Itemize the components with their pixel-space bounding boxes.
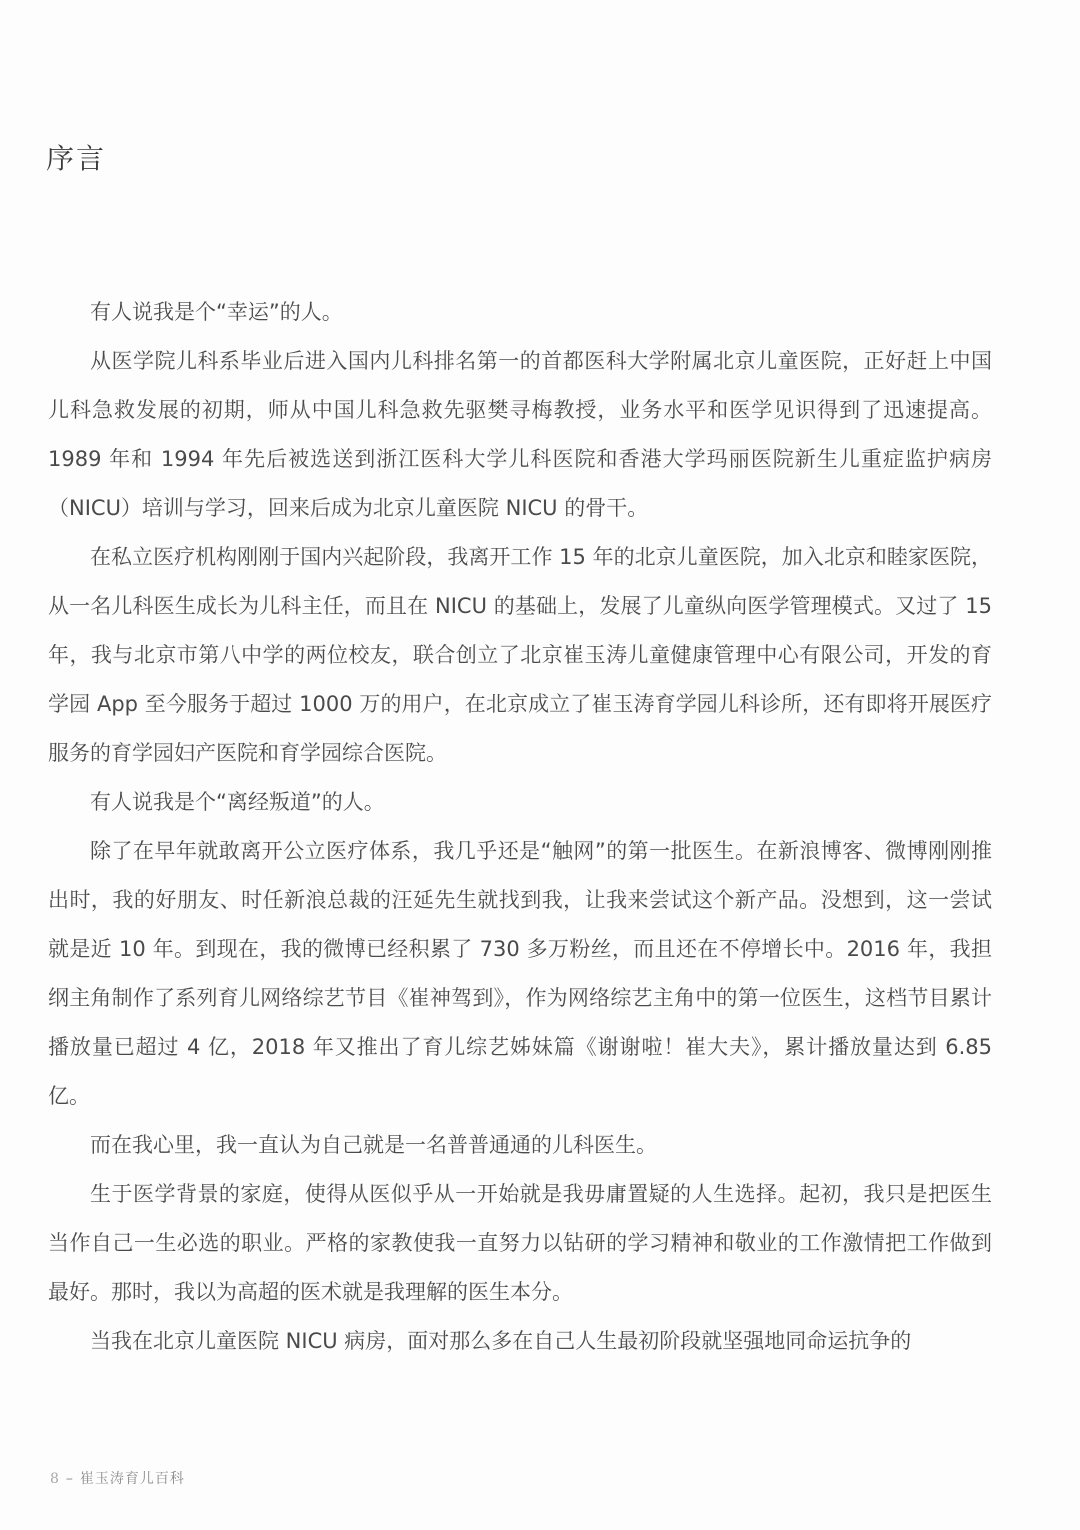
paragraph: 当我在北京儿童医院 NICU 病房，面对那么多在自己人生最初阶段就坚强地同命运抗争的 (90, 1329, 912, 1353)
footer-separator: – (65, 1471, 74, 1487)
paragraph: 除了在早年就敢离开公立医疗体系，我几乎还是“触网”的第一批医生。在新浪博客、微博刚刚推出时，我的好朋友、时任新浪总裁的汪延先生就找到我，让我来尝试这个新产品。没想到，这一尝试就是近 10 年。到现在，我的微博已经积累了 730 多万粉丝，而且还在不停增长中。2016 年，我担纲主角制作了系列育儿网络综艺节目《崔神驾到》，作为网络综艺主角中的第一位医生，这档节目累计播放量已超过 4 亿，2018 年又推出了育儿综艺姊妹篇《谢谢啦！崔大夫》，累计播放量达到 6.85 亿。 (48, 839, 992, 1108)
chapter-heading: 序言 (46, 142, 107, 175)
paragraph: 在私立医疗机构刚刚于国内兴起阶段，我离开工作 15 年的北京儿童医院，加入北京和睦家医院，从一名儿科医生成长为儿科主任，而且在 NICU 的基础上，发展了儿童纵向医学管理模式。又过了 15 年，我与北京市第八中学的两位校友，联合创立了北京崔玉涛儿童健康管理中心有限公司，开发的育学园 App 至今服务于超过 1000 万的用户，在北京成立了崔玉涛育学园儿科诊所，还有即将开展医疗服务的育学园妇产医院和育学园综合医院。 (48, 545, 992, 765)
page-footer (50, 1468, 185, 1488)
page-number: 8 (50, 1471, 60, 1487)
paragraph: 而在我心里，我一直认为自己就是一名普普通通的儿科医生。 (90, 1133, 657, 1157)
paragraph: 有人说我是个“幸运”的人。 (90, 300, 343, 324)
paragraph: 有人说我是个“离经叛道”的人。 (90, 790, 385, 814)
body-text (48, 288, 992, 1366)
book-title: 崔玉涛育儿百科 (79, 1471, 185, 1487)
paragraph: 生于医学背景的家庭，使得从医似乎从一开始就是我毋庸置疑的人生选择。起初，我只是把医生当作自己一生必选的职业。严格的家教使我一直努力以钻研的学习精神和敬业的工作激情把工作做到最好。那时，我以为高超的医术就是我理解的医生本分。 (48, 1182, 992, 1304)
paragraph: 从医学院儿科系毕业后进入国内儿科排名第一的首都医科大学附属北京儿童医院，正好赶上中国儿科急救发展的初期，师从中国儿科急救先驱樊寻梅教授，业务水平和医学见识得到了迅速提高。1989 年和 1994 年先后被选送到浙江医科大学儿科医院和香港大学玛丽医院新生儿重症监护病房（NICU）培训与学习，回来后成为北京儿童医院 NICU 的骨干。 (48, 349, 992, 520)
